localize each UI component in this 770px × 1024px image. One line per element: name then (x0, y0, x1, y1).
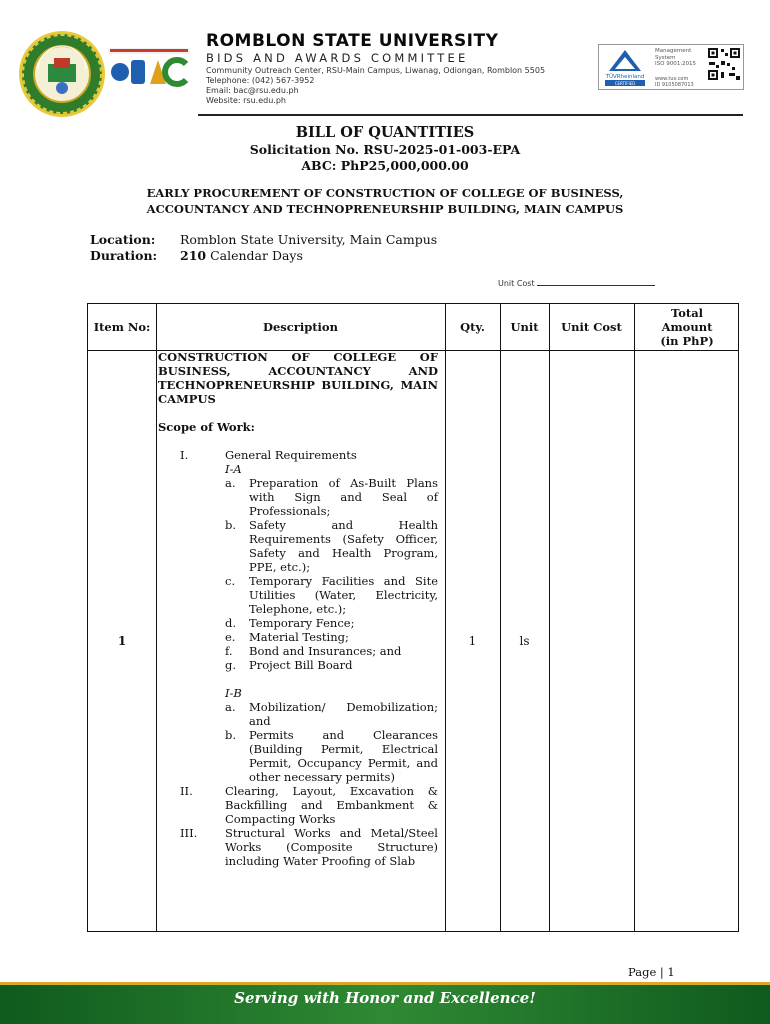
list-item (225, 728, 438, 784)
header-divider (198, 114, 743, 116)
qr-code-icon (707, 47, 741, 81)
project-title-line-2: ACCOUNTANCY AND TECHNOPRENEURSHIP BUILDING, MAIN CAMPUS (146, 202, 624, 216)
cell-description (158, 350, 438, 868)
location-value: Romblon State University, Main Campus (180, 232, 438, 247)
contact-address: Community Outreach Center, RSU-Main Campus, Liwanag, Odiongan, Romblon 5505 (206, 66, 546, 75)
tuv-badge-sublabel: CERTIFIED (614, 80, 636, 86)
column-divider (500, 304, 501, 931)
contact-email: Email: bac@rsu.edu.ph (206, 86, 299, 95)
scope-of-work-label: Scope of Work: (158, 420, 255, 434)
university-seal-icon (18, 30, 106, 118)
list-letter: e. (225, 630, 236, 644)
cert-system-text (655, 48, 703, 68)
location-row (90, 232, 437, 247)
list-text: Preparation of As-Built Plans with Sign and Seal of Professionals; (249, 476, 438, 518)
header-unit-cost: Unit Cost (561, 320, 622, 334)
list-letter: c. (225, 574, 236, 588)
header-total-line: Total (670, 306, 704, 320)
section-number: I. (180, 448, 189, 462)
item-title: CONSTRUCTION OF COLLEGE OF BUSINESS, ACCOUNTANCY AND TECHNOPRENEURSHIP BUILDING, MAIN CAMPUS (158, 350, 438, 406)
unit-cost-blank (537, 285, 655, 286)
committee-name: BIDS AND AWARDS COMMITTEE (206, 51, 469, 65)
column-divider (445, 304, 446, 931)
list-text: Project Bill Board (249, 658, 353, 672)
list-item (225, 700, 438, 728)
section-title: General Requirements (225, 448, 357, 462)
cert-line: System (655, 54, 676, 61)
list-text: Mobilization/ Demobilization; and (249, 700, 438, 728)
location-label: Location: (90, 232, 156, 247)
section-number: II. (180, 784, 193, 798)
letterhead (0, 0, 770, 120)
tuv-badge-label: TÜVRheinland (605, 74, 645, 80)
spacer (158, 434, 438, 448)
section-title: Clearing, Layout, Excavation & Backfilling and Embankment & Compacting Works (225, 784, 438, 826)
contact-website: Website: rsu.edu.ph (206, 96, 286, 105)
duration-row (90, 248, 303, 263)
scope-section (158, 784, 438, 826)
duration-unit: Calendar Days (210, 248, 303, 263)
header-unit: Unit (510, 320, 539, 334)
column-divider (634, 304, 635, 931)
header-description: Description (263, 320, 338, 334)
bac-logo-icon (108, 48, 190, 88)
list-text: Temporary Facilities and Site Utilities (Water, Electricity, Telephone, etc.); (249, 574, 438, 616)
header-total-line: (in PhP) (660, 334, 714, 348)
unit-cost-label: Unit Cost (498, 279, 535, 288)
header-qty: Qty. (460, 320, 485, 334)
university-motto: Serving with Honor and Excellence! (234, 989, 536, 1007)
section-number: III. (180, 826, 198, 840)
list-text: Bond and Insurances; and (249, 644, 402, 658)
list-text: Safety and Health Requirements (Safety Officer, Safety and Health Program, PPE, etc.); (249, 518, 438, 574)
university-name: ROMBLON STATE UNIVERSITY (206, 31, 499, 51)
solicitation-number: Solicitation No. RSU-2025-01-003-EPA (249, 142, 521, 157)
list-letter: g. (225, 658, 237, 672)
cert-line: ISO 9001:2015 (655, 61, 697, 67)
list-letter: f. (225, 644, 233, 658)
column-divider (549, 304, 550, 931)
list-item (225, 616, 438, 630)
contact-phone: Telephone: (042) 567-3952 (206, 76, 315, 85)
list-text: Material Testing; (249, 630, 349, 644)
project-title-line-1: EARLY PROCUREMENT OF CONSTRUCTION OF COLLEGE OF BUSINESS, (146, 186, 624, 200)
list-item (225, 630, 438, 644)
duration-label: Duration: (90, 248, 158, 263)
cert-code (655, 76, 694, 88)
page-number: Page | 1 (628, 965, 675, 979)
bill-of-quantities-table (87, 303, 739, 932)
cert-code-line: ID 9105087013 (655, 82, 694, 88)
cell-unit: ls (519, 634, 530, 648)
spacer (225, 672, 438, 686)
column-divider (156, 304, 157, 931)
footer-banner (0, 985, 770, 1024)
list-letter: b. (225, 518, 237, 532)
cell-item-no: 1 (117, 634, 127, 648)
document-title: BILL OF QUANTITIES (295, 124, 475, 141)
header-total-amount (634, 306, 740, 348)
header-item-no: Item No: (93, 320, 151, 334)
tuv-badge-icon (601, 47, 649, 87)
scope-section (158, 448, 438, 784)
section-title: Structural Works and Metal/Steel Works (Composite Structure) including Water Proofing of Slab (225, 826, 438, 868)
list-letter: b. (225, 728, 237, 742)
cert-code-line: www.tuv.com (655, 76, 689, 82)
duration-number: 210 (180, 248, 207, 263)
iso-certification (598, 44, 744, 90)
list-text: Temporary Fence; (249, 616, 355, 630)
list-item (225, 644, 438, 658)
list-item (225, 518, 438, 574)
list-item (225, 574, 438, 616)
subsection-label: I-B (225, 686, 242, 700)
list-item (225, 476, 438, 518)
header-total-line: Amount (661, 320, 713, 334)
list-letter: d. (225, 616, 237, 630)
cell-qty: 1 (468, 634, 477, 648)
list-letter: a. (225, 476, 236, 490)
contact-block (206, 66, 545, 106)
list-text: Permits and Clearances (Building Permit, Electrical Permit, Occupancy Permit, and other necessary permits) (249, 728, 438, 784)
subsection-label: I-A (225, 462, 242, 476)
approved-budget: ABC: PhP25,000,000.00 (301, 158, 469, 173)
list-letter: a. (225, 700, 236, 714)
unit-cost-field (498, 279, 655, 288)
cert-line: Management (655, 48, 692, 54)
scope-section (158, 826, 438, 868)
list-item (225, 658, 438, 672)
